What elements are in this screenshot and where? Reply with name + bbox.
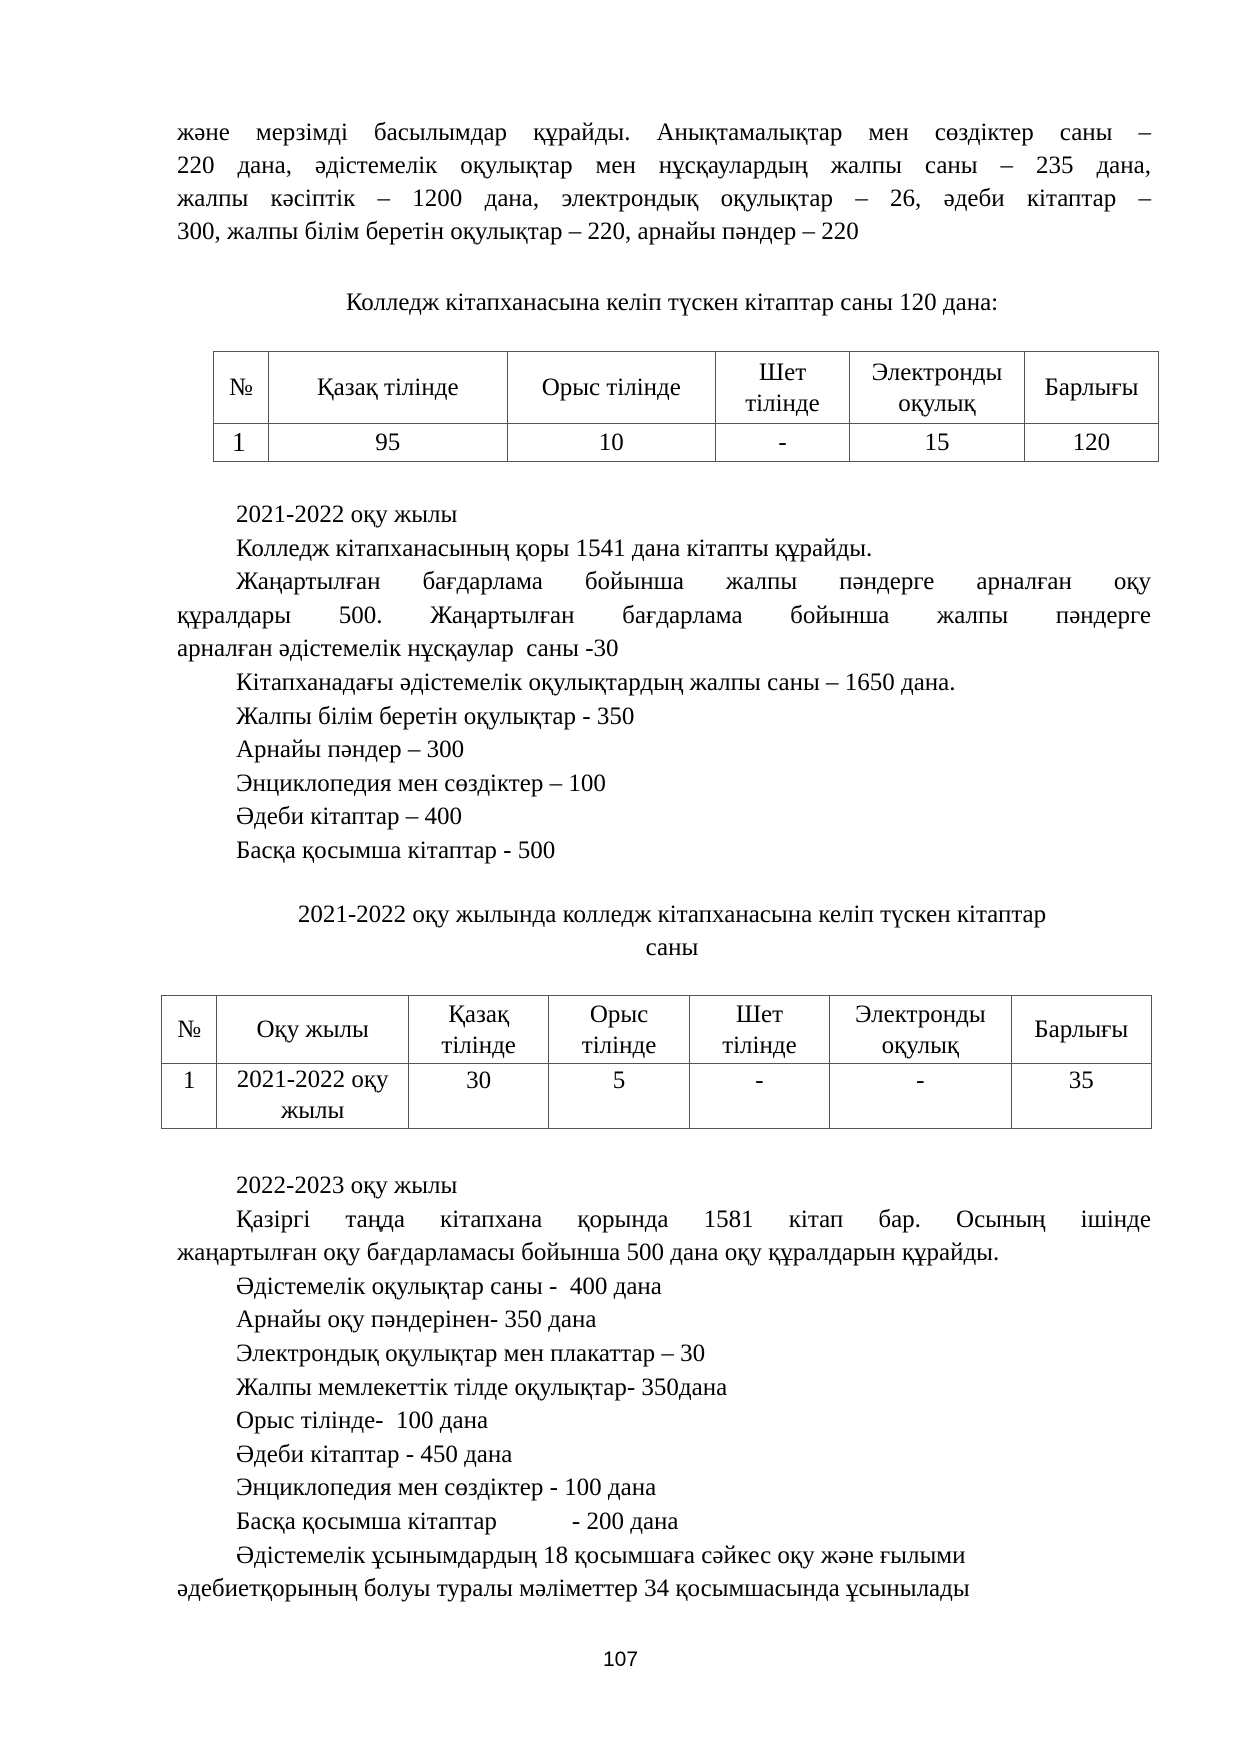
table2-header-cell: Қазақ тілінде bbox=[408, 996, 548, 1064]
table1-cell: 1 bbox=[214, 424, 269, 462]
intro-line: 220 дана, әдістемелік оқулықтар мен нұсқаулардың жалпы саны – 235 дана, bbox=[177, 152, 1151, 179]
current-line: жаңартылған оқу бағдарламасы бойынша 500 дана оқу құралдарын құрайды. bbox=[177, 1239, 1000, 1267]
table2-cell: 35 bbox=[1011, 1064, 1151, 1129]
table1-header-cell: Орыс тілінде bbox=[507, 352, 715, 424]
current-line: Қазіргі таңда кітапхана қорында 1581 кітап бар. Осының ішінде bbox=[236, 1205, 1151, 1233]
table2-header-cell: Орыс тілінде bbox=[549, 996, 689, 1064]
table2-header-cell: Барлығы bbox=[1011, 996, 1151, 1064]
table2-cell: - bbox=[689, 1064, 829, 1129]
table2-cell: 1 bbox=[162, 1064, 217, 1129]
table2 bbox=[161, 995, 1152, 1129]
intro-line: және мерзімді басылымдар құрайды. Анықтамалықтар мен сөздіктер саны – bbox=[177, 119, 1151, 146]
list-item: Орыс тілінде- 100 дана bbox=[236, 1407, 489, 1435]
table2-row bbox=[162, 1064, 1152, 1129]
table1-header-cell: Барлығы bbox=[1024, 352, 1158, 424]
table2-cell: - bbox=[830, 1064, 1011, 1129]
list-item: Әдеби кітаптар – 400 bbox=[236, 803, 463, 831]
closing-line: Әдістемелік ұсынымдардың 18 қосымшаға сәйкес оқу және ғылыми bbox=[236, 1541, 966, 1569]
table2-caption-line1: 2021-2022 оқу жылында колледж кітапханасына келіп түскен кітаптар bbox=[297, 901, 1047, 928]
intro-paragraph bbox=[177, 116, 1151, 248]
table1-header-row bbox=[214, 352, 1159, 424]
table1-cell: - bbox=[715, 424, 849, 462]
table2-cell: 2021-2022 оқу жылы bbox=[217, 1064, 409, 1129]
table1-header-cell: № bbox=[214, 352, 269, 424]
list-item: Электрондық оқулықтар мен плакаттар – 30 bbox=[236, 1339, 706, 1367]
table1-header-cell: Қазақ тілінде bbox=[268, 352, 507, 424]
updated-line: Жаңартылған бағдарлама бойынша жалпы пәндерге арналған оқу bbox=[236, 568, 1151, 596]
list-item: Энциклопедия мен сөздіктер – 100 bbox=[236, 769, 606, 797]
table2-header-row bbox=[162, 996, 1152, 1064]
fund-text: Колледж кітапханасының қоры 1541 дана кітапты құрайды. bbox=[236, 534, 873, 562]
section-year: 2022-2023 оқу жылы bbox=[236, 1172, 458, 1199]
table1-row bbox=[214, 424, 1159, 462]
list-item: Кітапханадағы әдістемелік оқулықтардың жалпы саны – 1650 дана. bbox=[236, 668, 956, 696]
table1-header-cell: Шет тілінде bbox=[715, 352, 849, 424]
list-item: Басқа қосымша кітаптар - 500 bbox=[236, 836, 556, 864]
table1-cell: 95 bbox=[268, 424, 507, 462]
table2-header-cell: Оқу жылы bbox=[217, 996, 409, 1064]
table1-cell: 15 bbox=[850, 424, 1025, 462]
list-item: Әдістемелік оқулықтар саны - 400 дана bbox=[236, 1272, 662, 1300]
list-item: Арнайы пәндер – 300 bbox=[236, 736, 465, 764]
section-2021 bbox=[177, 498, 1151, 868]
table2-header-cell: Шет тілінде bbox=[689, 996, 829, 1064]
table2-header-cell: № bbox=[162, 996, 217, 1064]
table1-cell: 10 bbox=[507, 424, 715, 462]
list-item: Басқа қосымша кітаптар - 200 дана bbox=[236, 1507, 679, 1535]
table2-caption-line2: саны bbox=[645, 934, 699, 961]
section-2022 bbox=[177, 1169, 1151, 1606]
table2-header-cell: Электронды оқулық bbox=[830, 996, 1011, 1064]
closing-line: әдебиетқорының болуы туралы мәліметтер 34 қосымшасында ұсынылады bbox=[177, 1575, 970, 1603]
list-item: Арнайы оқу пәндерінен- 350 дана bbox=[236, 1306, 597, 1334]
table1 bbox=[213, 351, 1159, 462]
list-item: Әдеби кітаптар - 450 дана bbox=[236, 1440, 513, 1468]
table1-header-cell: Электронды оқулық bbox=[850, 352, 1025, 424]
intro-line: 300, жалпы білім беретін оқулықтар – 220, арнайы пәндер – 220 bbox=[177, 218, 859, 245]
section-year: 2021-2022 оқу жылы bbox=[236, 501, 458, 528]
updated-line: арналған әдістемелік нұсқаулар саны -30 bbox=[177, 635, 619, 663]
table1-cell: 120 bbox=[1024, 424, 1158, 462]
table1-caption: Колледж кітапханасына келіп түскен кітаптар саны 120 дана: bbox=[345, 289, 999, 316]
list-item: Жалпы мемлекеттік тілде оқулықтар- 350дана bbox=[236, 1373, 728, 1401]
list-item: Жалпы білім беретін оқулықтар - 350 bbox=[236, 702, 635, 730]
list-item: Энциклопедия мен сөздіктер - 100 дана bbox=[236, 1474, 657, 1502]
table2-cell: 5 bbox=[549, 1064, 689, 1129]
page-number: 107 bbox=[602, 1648, 639, 1671]
intro-line: жалпы кәсіптік – 1200 дана, электрондық оқулықтар – 26, әдеби кітаптар – bbox=[177, 185, 1151, 212]
table2-cell: 30 bbox=[408, 1064, 548, 1129]
updated-line: құралдары 500. Жаңартылған бағдарлама бойынша жалпы пәндерге bbox=[177, 601, 1151, 629]
